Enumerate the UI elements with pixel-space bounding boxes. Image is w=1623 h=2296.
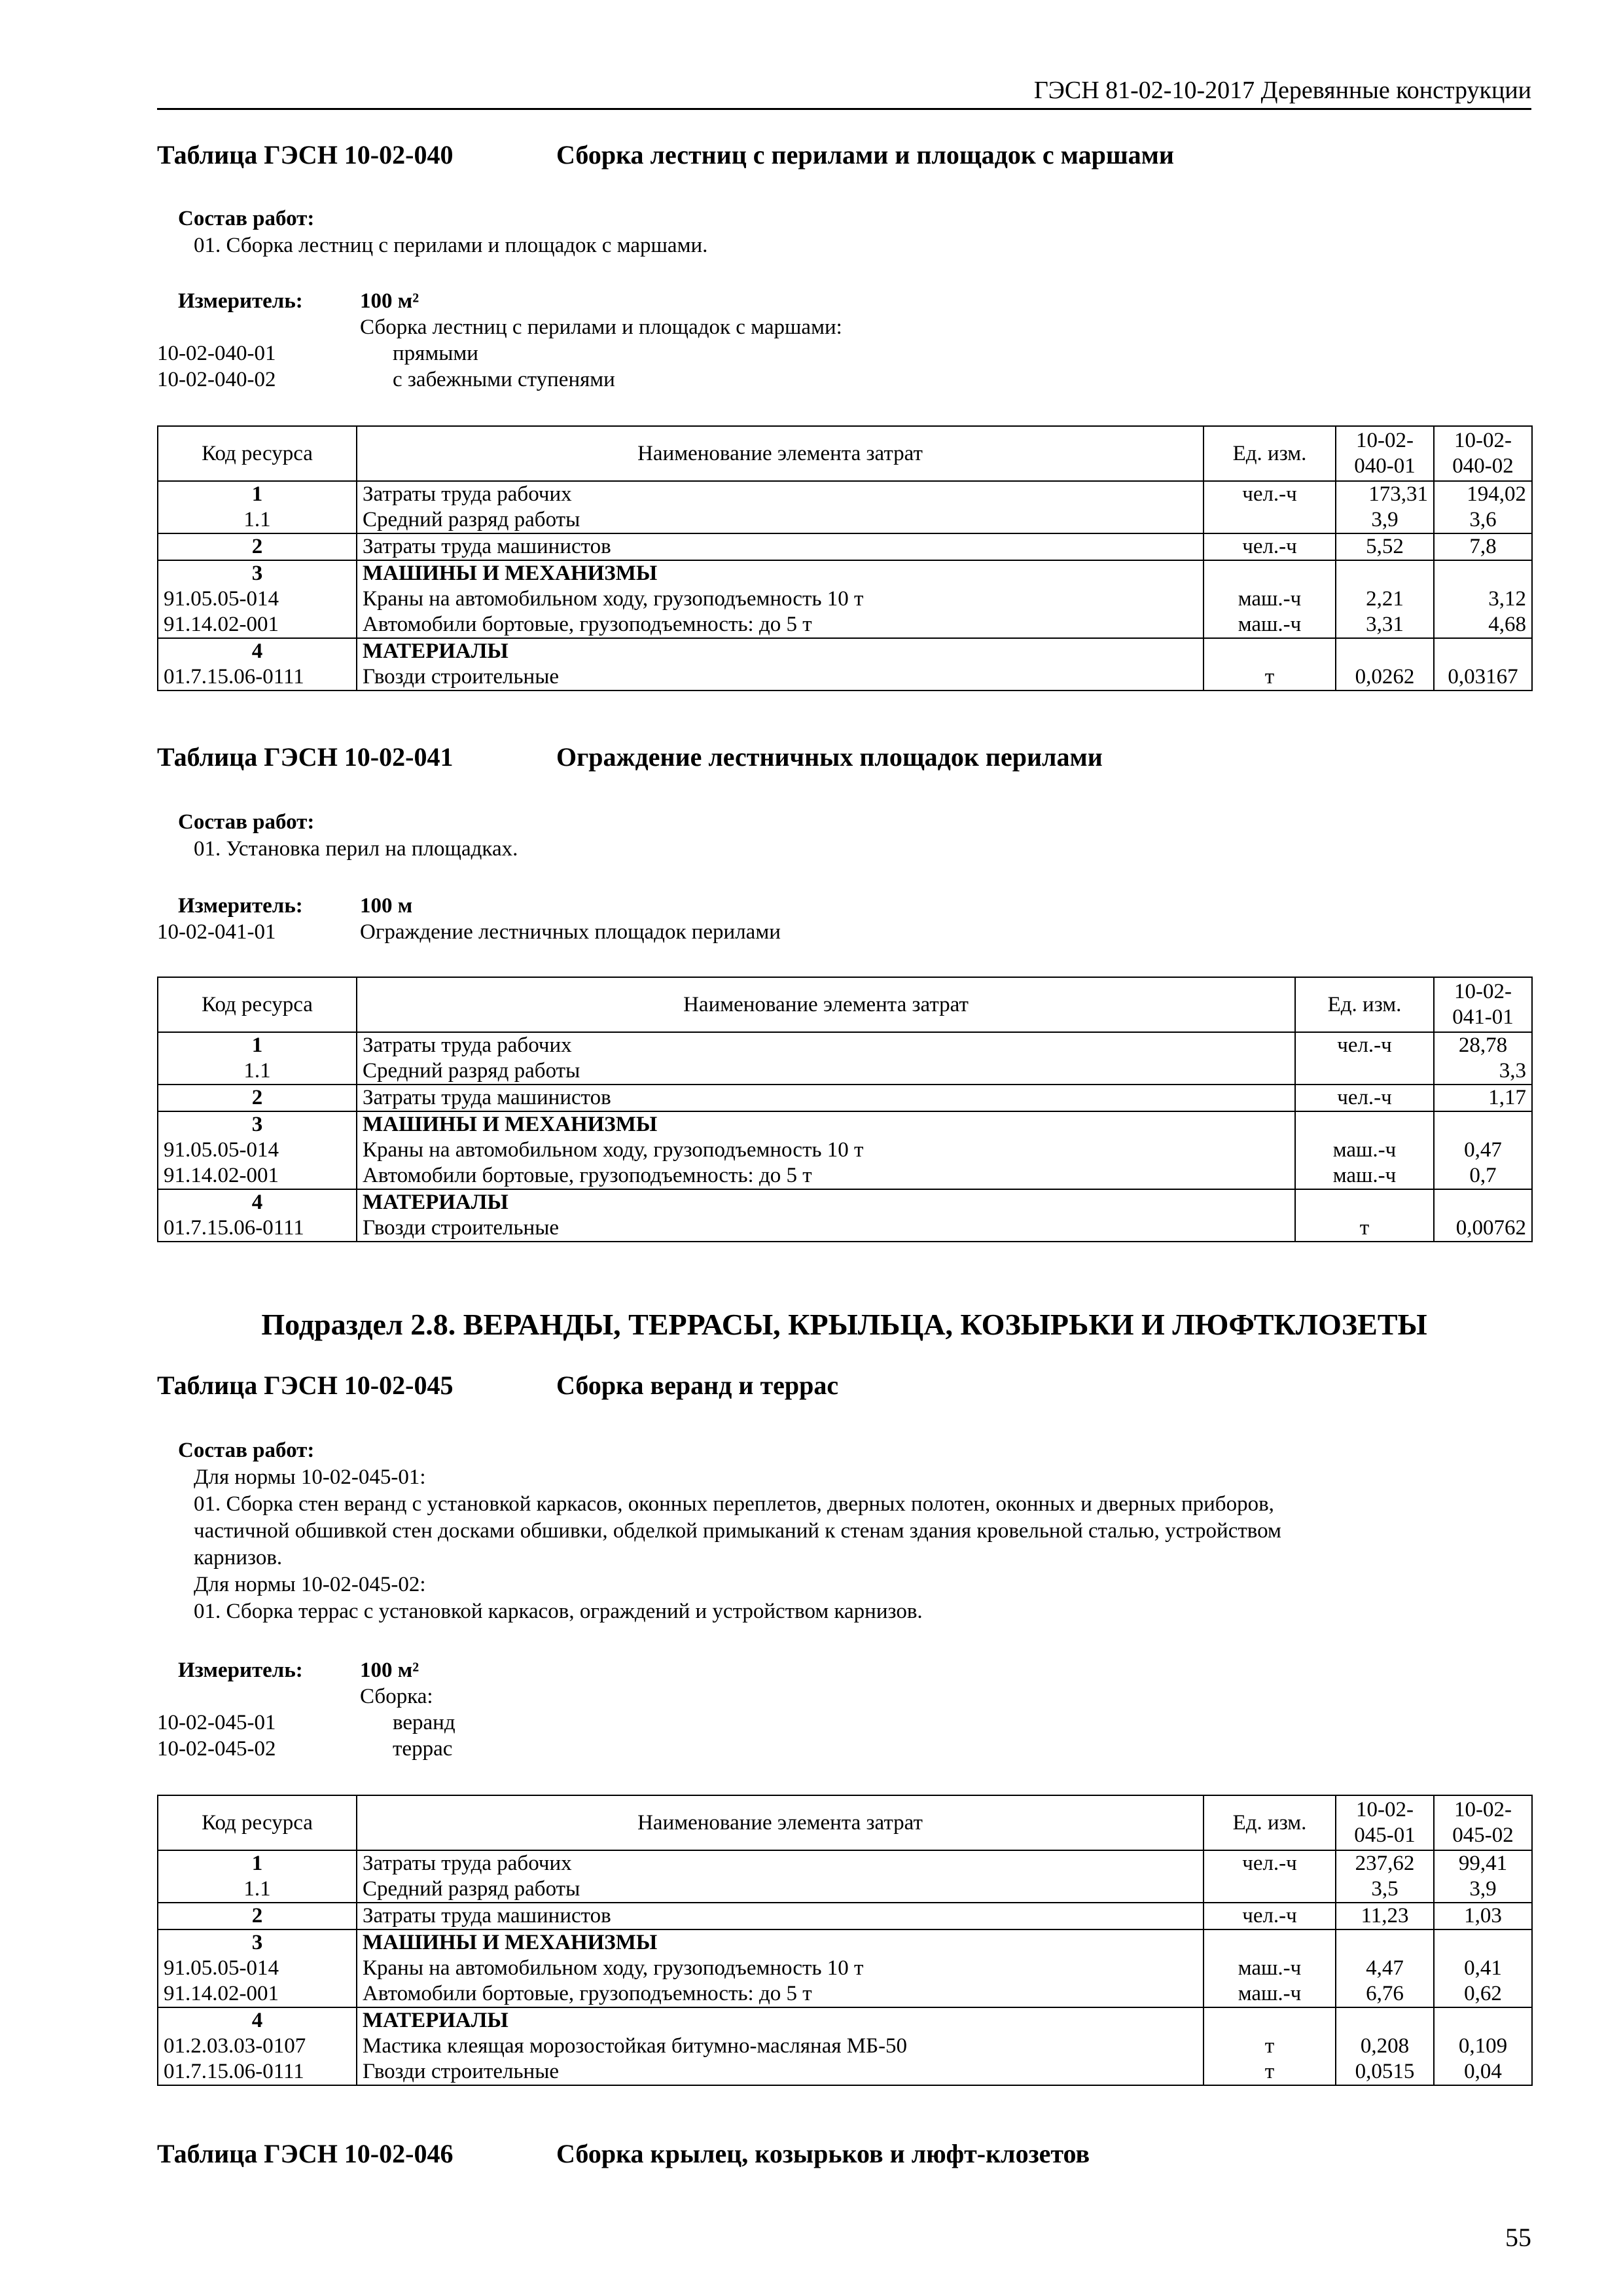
composition-line: 01. Сборка стен веранд с установкой каркасов, оконных переплетов, дверных полотен, оконных и дверных приборов, [194,1492,1274,1516]
measure-row [157,288,1531,314]
cell-value [1434,1189,1532,1215]
cell-name: МАШИНЫ И МЕХАНИЗМЫ [357,1929,1204,1956]
cell-value: 1,17 [1434,1085,1532,1111]
table-code: Таблица ГЭСН 10-02-041 [157,742,454,772]
cell-name: МАШИНЫ И МЕХАНИЗМЫ [357,560,1204,586]
cell-unit [1204,1929,1336,1956]
norm-name: террас [393,1737,453,1761]
cell-value: 3,9 [1434,1876,1532,1903]
cell-value: 11,23 [1336,1903,1434,1929]
table-name: Ограждение лестничных площадок перилами [556,742,1103,772]
col-header-norm: 10-02-040-02 [1434,426,1532,481]
cell-name: Затраты труда рабочих [357,1850,1204,1876]
table-row [158,1929,1532,1956]
measure-label: Измеритель: [178,289,303,313]
cell-name: Затраты труда рабочих [357,1032,1295,1058]
cell-value [1434,560,1532,586]
table-row [158,2059,1532,2085]
cell-code: 1 [158,481,357,507]
cell-code: 01.7.15.06-0111 [158,2059,357,2085]
cell-name: Средний разряд работы [357,1876,1204,1903]
composition-label: Состав работ: [178,207,315,230]
document-title: ГЭСН 81-02-10-2017 Деревянные конструкции [1033,77,1531,104]
col-header-code: Код ресурса [158,426,357,481]
cell-unit: маш.-ч [1295,1138,1434,1163]
table-row [158,586,1532,612]
norm-name: прямыми [393,342,478,365]
cell-value: 3,9 [1336,507,1434,533]
table-040-heading [157,139,1531,171]
cell-value: 1,03 [1434,1903,1532,1929]
table-041-heading [157,741,1531,774]
composition-line: 01. Установка перил на площадках. [194,837,518,861]
composition-line: 01. Сборка лестниц с перилами и площадок с маршами. [194,234,708,257]
table-045-composition [157,1437,1531,1625]
cell-value: 0,109 [1434,2034,1532,2059]
cell-name: Автомобили бортовые, грузоподъемность: до 5 т [357,1981,1204,2007]
cell-name: Краны на автомобильном ходу, грузоподъемность 10 т [357,1956,1204,1981]
table-row [158,664,1532,691]
cell-value [1336,638,1434,664]
cell-value: 173,31 [1336,481,1434,507]
table-row [158,1876,1532,1903]
col-header-name: Наименование элемента затрат [357,426,1204,481]
cell-unit [1295,1058,1434,1085]
norm-row [157,367,1531,393]
table-code: Таблица ГЭСН 10-02-040 [157,140,454,170]
table-header-row [158,1795,1532,1850]
cell-value: 0,62 [1434,1981,1532,2007]
norm-code: 10-02-040-01 [157,342,276,365]
cell-value [1336,2007,1434,2034]
cell-value [1336,560,1434,586]
cell-value: 3,3 [1434,1058,1532,1085]
col-header-unit: Ед. изм. [1204,426,1336,481]
norm-name: веранд [393,1711,455,1734]
measure-row [157,893,1531,919]
cell-value: 0,00762 [1434,1215,1532,1242]
cell-value [1336,1929,1434,1956]
cell-code: 91.14.02-001 [158,1981,357,2007]
table-code: Таблица ГЭСН 10-02-046 [157,2139,454,2168]
cell-value: 0,04 [1434,2059,1532,2085]
page-number: 55 [1505,2223,1531,2252]
norm-group: Сборка: [360,1685,433,1708]
col-header-norm: 10-02-041-01 [1434,977,1532,1032]
cell-unit [1295,1189,1434,1215]
cell-code: 1.1 [158,507,357,533]
cell-name: Краны на автомобильном ходу, грузоподъемность 10 т [357,586,1204,612]
cell-value: 5,52 [1336,533,1434,560]
cell-value: 4,68 [1434,612,1532,638]
table-row [158,1163,1532,1189]
table-code: Таблица ГЭСН 10-02-045 [157,1371,454,1400]
col-header-norm: 10-02-040-01 [1336,426,1434,481]
table-045-norms [157,1657,1531,1762]
table-name: Сборка лестниц с перилами и площадок с маршами [556,140,1174,170]
cell-name: Мастика клеящая морозостойкая битумно-масляная МБ-50 [357,2034,1204,2059]
composition-label: Состав работ: [178,810,315,834]
cell-value: 3,12 [1434,586,1532,612]
cell-value: 0,7 [1434,1163,1532,1189]
cell-name: Краны на автомобильном ходу, грузоподъемность 10 т [357,1138,1295,1163]
cell-unit [1204,2007,1336,2034]
table-row [158,1189,1532,1215]
cell-value [1434,2007,1532,2034]
table-title [157,741,1531,774]
composition-line: Для нормы 10-02-045-01: [194,1465,426,1489]
norm-code: 10-02-040-02 [157,368,276,391]
cell-name: Затраты труда машинистов [357,1085,1295,1111]
cell-unit: чел.-ч [1204,1850,1336,1876]
cell-unit: чел.-ч [1295,1032,1434,1058]
cell-value: 6,76 [1336,1981,1434,2007]
cell-name: Автомобили бортовые, грузоподъемность: до 5 т [357,1163,1295,1189]
page-header [157,73,1531,110]
table-row [158,612,1532,638]
norm-name: с забежными ступенями [393,368,615,391]
cell-code: 1.1 [158,1058,357,1085]
cell-name: МАШИНЫ И МЕХАНИЗМЫ [357,1111,1295,1138]
cell-unit [1204,1876,1336,1903]
cell-code: 1 [158,1850,357,1876]
table-041-composition [157,809,1531,863]
cell-code: 2 [158,533,357,560]
cell-code: 4 [158,638,357,664]
measure-value: 100 м² [360,289,419,313]
table-title [157,1369,1531,1402]
cell-name: МАТЕРИАЛЫ [357,2007,1204,2034]
table-041-norms [157,893,1531,945]
col-header-norm: 10-02-045-02 [1434,1795,1532,1850]
cell-code: 91.05.05-014 [158,1138,357,1163]
composition-line: частичной обшивкой стен досками обшивки, обделкой примыканий к стенам здания кровельной сталью, устройством [194,1519,1281,1543]
table-040-norms [157,288,1531,393]
cell-unit [1204,507,1336,533]
cell-unit: т [1204,2034,1336,2059]
cell-unit: т [1295,1215,1434,1242]
cell-code: 91.05.05-014 [158,586,357,612]
cell-unit: т [1204,664,1336,691]
cell-value: 0,208 [1336,2034,1434,2059]
col-header-name: Наименование элемента затрат [357,1795,1204,1850]
cell-value: 28,78 [1434,1032,1532,1058]
cell-value: 0,0515 [1336,2059,1434,2085]
cell-value: 0,47 [1434,1138,1532,1163]
col-header-name: Наименование элемента затрат [357,977,1295,1032]
cell-value: 3,6 [1434,507,1532,533]
cell-name: Затраты труда машинистов [357,533,1204,560]
table-row [158,1850,1532,1876]
cell-name: Затраты труда рабочих [357,481,1204,507]
table-row [158,1981,1532,2007]
table-title [157,2138,1531,2170]
table-name: Сборка крылец, козырьков и люфт-клозетов [556,2139,1090,2168]
cell-code: 3 [158,1111,357,1138]
cell-code: 3 [158,1929,357,1956]
cell-value: 4,47 [1336,1956,1434,1981]
cell-code: 91.05.05-014 [158,1956,357,1981]
cell-unit: маш.-ч [1204,586,1336,612]
cell-value: 0,03167 [1434,664,1532,691]
composition-line: 01. Сборка террас с установкой каркасов, ограждений и устройством карнизов. [194,1600,923,1623]
cell-unit: маш.-ч [1204,1956,1336,1981]
table-row [158,560,1532,586]
cell-code: 2 [158,1085,357,1111]
norm-row [157,919,1531,945]
cell-unit: чел.-ч [1295,1085,1434,1111]
composition-label: Состав работ: [178,1439,315,1462]
cell-unit [1204,638,1336,664]
norm-group: Сборка лестниц с перилами и площадок с маршами: [360,315,842,339]
norm-name: Ограждение лестничных площадок перилами [360,920,781,944]
cell-code: 4 [158,2007,357,2034]
composition-line: карнизов. [194,1546,283,1570]
measure-value: 100 м² [360,1659,419,1682]
cell-name: Гвозди строительные [357,2059,1204,2085]
table-row [158,2034,1532,2059]
table-row [158,1903,1532,1929]
cell-unit: чел.-ч [1204,481,1336,507]
cell-value: 237,62 [1336,1850,1434,1876]
table-header-row [158,426,1532,481]
cell-value: 2,21 [1336,586,1434,612]
cell-value: 3,31 [1336,612,1434,638]
cell-name: Гвозди строительные [357,1215,1295,1242]
cell-code: 1 [158,1032,357,1058]
cell-code: 3 [158,560,357,586]
table-title [157,139,1531,171]
measure-value: 100 м [360,894,413,918]
cell-value: 7,8 [1434,533,1532,560]
cell-unit: маш.-ч [1295,1163,1434,1189]
resource-table-041 [157,977,1533,1242]
resource-table-045 [157,1795,1533,2086]
col-header-norm: 10-02-045-01 [1336,1795,1434,1850]
norm-group-row [157,314,1531,340]
cell-name: Автомобили бортовые, грузоподъемность: до 5 т [357,612,1204,638]
table-row [158,481,1532,507]
measure-row [157,1657,1531,1683]
table-row [158,2007,1532,2034]
cell-name: Затраты труда машинистов [357,1903,1204,1929]
cell-value [1434,638,1532,664]
table-row [158,1215,1532,1242]
cell-value: 0,41 [1434,1956,1532,1981]
cell-code: 01.7.15.06-0111 [158,664,357,691]
table-row [158,1058,1532,1085]
table-row [158,1138,1532,1163]
table-name: Сборка веранд и террас [556,1371,839,1400]
cell-name: Средний разряд работы [357,1058,1295,1085]
cell-value: 3,5 [1336,1876,1434,1903]
norm-code: 10-02-041-01 [157,920,276,944]
norm-row [157,1736,1531,1762]
cell-name: Гвозди строительные [357,664,1204,691]
cell-value [1434,1111,1532,1138]
table-040-composition [157,206,1531,259]
cell-unit: чел.-ч [1204,1903,1336,1929]
cell-unit: маш.-ч [1204,612,1336,638]
table-row [158,1111,1532,1138]
table-row [158,533,1532,560]
col-header-unit: Ед. изм. [1295,977,1434,1032]
table-row [158,1085,1532,1111]
table-row [158,1032,1532,1058]
col-header-code: Код ресурса [158,977,357,1032]
cell-code: 01.2.03.03-0107 [158,2034,357,2059]
resource-table-040 [157,425,1533,691]
norm-code: 10-02-045-01 [157,1711,276,1734]
measure-label: Измеритель: [178,1659,303,1682]
cell-code: 1.1 [158,1876,357,1903]
measure-label: Измеритель: [178,894,303,918]
cell-unit: чел.-ч [1204,533,1336,560]
cell-code: 4 [158,1189,357,1215]
norm-code: 10-02-045-02 [157,1737,276,1761]
table-row [158,1956,1532,1981]
table-row [158,638,1532,664]
col-header-code: Код ресурса [158,1795,357,1850]
cell-code: 91.14.02-001 [158,612,357,638]
table-045-heading [157,1369,1531,1402]
norm-group-row [157,1683,1531,1710]
norm-row [157,340,1531,367]
cell-unit: т [1204,2059,1336,2085]
cell-unit [1295,1111,1434,1138]
table-header-row [158,977,1532,1032]
table-046-heading [157,2138,1531,2170]
cell-unit [1204,560,1336,586]
cell-value [1434,1929,1532,1956]
cell-code: 91.14.02-001 [158,1163,357,1189]
cell-name: МАТЕРИАЛЫ [357,1189,1295,1215]
cell-name: Средний разряд работы [357,507,1204,533]
cell-name: МАТЕРИАЛЫ [357,638,1204,664]
norm-row [157,1710,1531,1736]
cell-value: 194,02 [1434,481,1532,507]
cell-value: 99,41 [1434,1850,1532,1876]
subsection-title: Подраздел 2.8. ВЕРАНДЫ, ТЕРРАСЫ, КРЫЛЬЦА, КОЗЫРЬКИ И ЛЮФТКЛОЗЕТЫ [261,1308,1427,1341]
cell-value: 0,0262 [1336,664,1434,691]
table-row [158,507,1532,533]
col-header-unit: Ед. изм. [1204,1795,1336,1850]
cell-unit: маш.-ч [1204,1981,1336,2007]
composition-line: Для нормы 10-02-045-02: [194,1573,426,1596]
cell-code: 01.7.15.06-0111 [158,1215,357,1242]
cell-code: 2 [158,1903,357,1929]
